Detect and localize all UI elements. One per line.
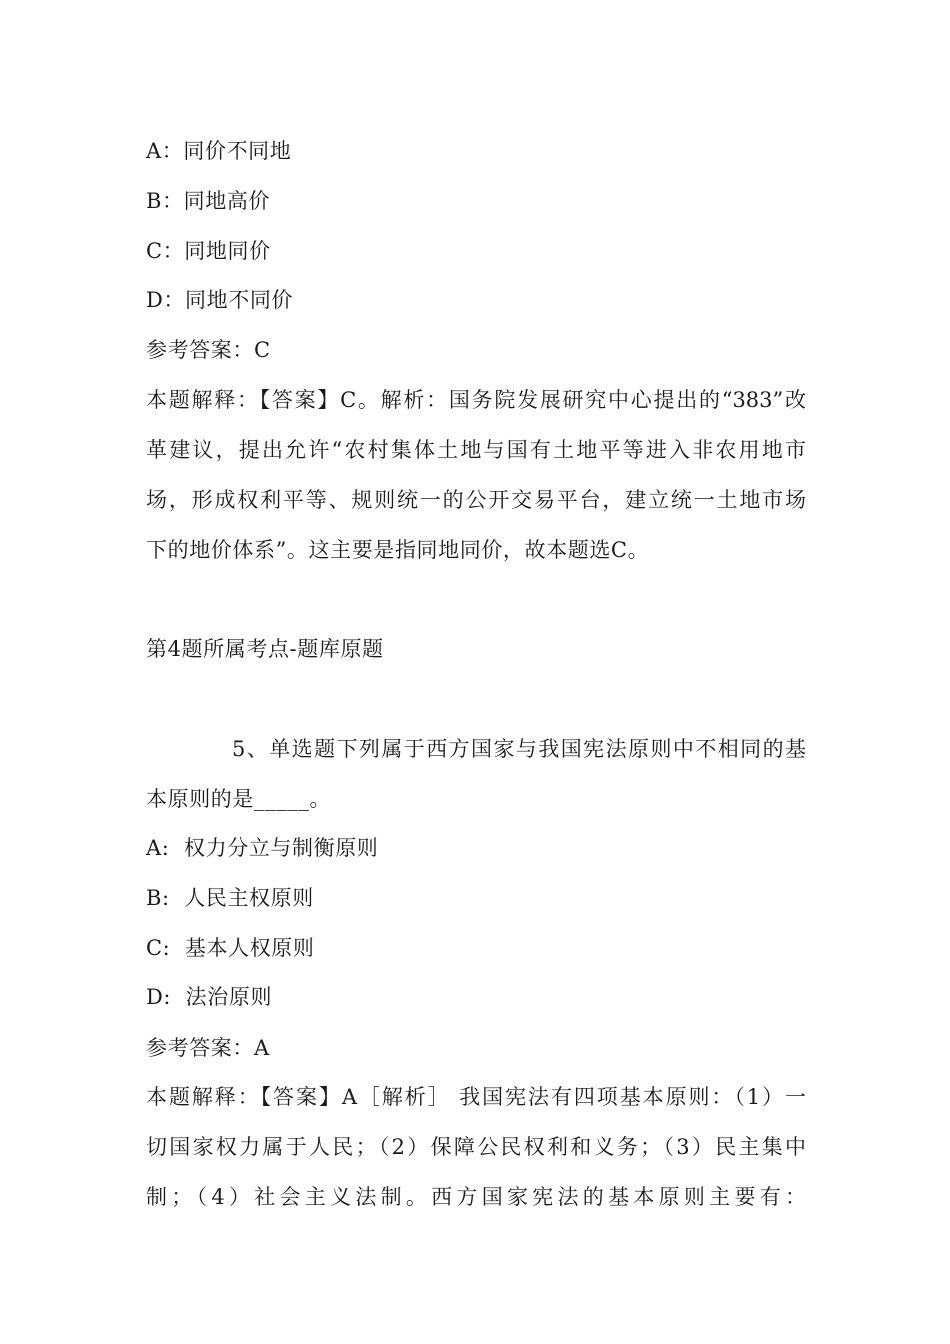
q5-explanation-line-1: 本题解释：【答案】A［解析］ 我国宪法有四项基本原则：（1）一 [146, 1085, 806, 1109]
q5-option-b: B: 人民主权原则 [146, 886, 314, 910]
q4-option-c: C：同地同价 [146, 239, 271, 263]
q5-stem-line-1: 5、单选题下列属于西方国家与我国宪法原则中不相同的基 [232, 737, 806, 761]
q5-explanation-line-2: 切国家权力属于人民；（2）保障公民权利和义务；（3）民主集中 [146, 1135, 806, 1159]
q4-option-d: D：同地不同价 [146, 288, 294, 312]
q5-stem-line-2: 本原则的是_____。 [146, 787, 332, 811]
q4-option-b: B：同地高价 [146, 189, 271, 213]
q4-topic: 第4题所属考点-题库原题 [146, 637, 384, 661]
q5-explanation-line-3: 制；（4）社会主义法制。西方国家宪法的基本原则主要有： [146, 1185, 806, 1209]
q5-answer: 参考答案：A [146, 1036, 270, 1060]
q5-option-c: C: 基本人权原则 [146, 936, 315, 960]
q4-explanation-line-3: 场，形成权利平等、规则统一的公开交易平台，建立统一土地市场 [146, 488, 806, 512]
q4-explanation-line-1: 本题解释：【答案】C。解析：国务院发展研究中心提出的“383”改 [146, 388, 806, 412]
q5-option-d: D: 法治原则 [146, 985, 273, 1009]
q4-explanation-line-4: 下的地价体系”。这主要是指同地同价，故本题选C。 [146, 538, 650, 562]
q4-explanation-line-2: 革建议，提出允许“农村集体土地与国有土地平等进入非农用地市 [146, 438, 806, 462]
q5-option-a: A: 权力分立与制衡原则 [146, 836, 379, 860]
q4-option-a: A：同价不同地 [146, 139, 292, 163]
q4-answer: 参考答案：C [146, 338, 271, 362]
